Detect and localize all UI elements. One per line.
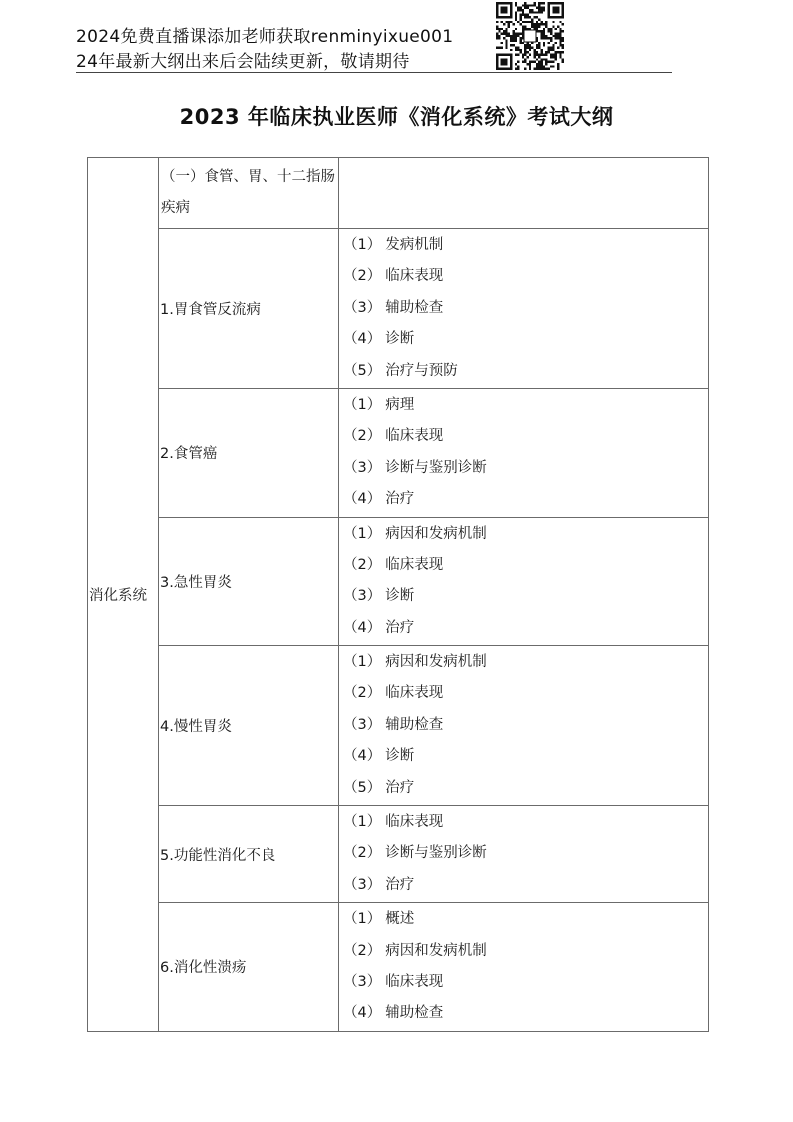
topic-items-cell [339,806,709,903]
topic-items-cell [339,646,709,806]
topic-label: 4.慢性胃炎 [160,719,232,736]
qr-code-icon [496,2,564,70]
item-number: （1） [343,237,382,253]
list-item [339,807,708,838]
item-text: 辅助检查 [385,299,444,316]
topic-row [88,903,709,1032]
list-item [339,550,708,581]
list-item [339,936,708,967]
item-number: （5） [343,779,382,796]
list-item [339,838,708,869]
item-number: （2） [343,428,382,445]
item-text: 临床表现 [385,428,444,445]
list-item [339,293,708,324]
topic-items-cell [339,388,709,517]
item-text: 病因和发病机制 [385,654,487,671]
topic-cell [159,388,339,517]
system-cell [88,158,159,1032]
list-item [339,453,708,484]
item-text: 治疗 [385,491,415,508]
item-text: 临床表现 [385,814,444,831]
item-number: （3） [343,973,382,990]
list-item [339,998,708,1029]
topic-item-list [339,229,708,388]
topic-label: 6.消化性溃疡 [160,960,247,977]
item-number: （5） [343,362,382,379]
topic-cell [159,517,339,646]
item-number: （1） [343,396,382,413]
syllabus-table [87,157,709,1032]
list-item [339,773,708,804]
item-text: 诊断与鉴别诊断 [385,845,487,862]
item-number: （2） [343,685,382,702]
topic-items-cell [339,903,709,1032]
list-item [339,581,708,612]
item-number: （1） [343,525,382,542]
promo-line-2: 24年最新大纲出来后会陆续更新，敬请期待 [76,52,410,72]
item-text: 临床表现 [385,973,444,990]
item-number: （1） [343,911,382,928]
list-item [339,741,708,772]
topic-cell [159,806,339,903]
item-text: 病因和发病机制 [385,942,487,959]
document-title: 2023 年临床执业医师《消化系统》考试大纲 [179,105,614,129]
item-number: （2） [343,845,382,862]
promo-line-1: 2024免费直播课添加老师获取renminyixue001 [76,27,454,47]
item-text: 诊断 [385,331,415,348]
topic-row [88,806,709,903]
list-item [339,967,708,998]
item-text: 辅助检查 [385,1005,444,1022]
topic-cell [159,229,339,389]
category-detail-cell [339,158,709,229]
topic-cell [159,646,339,806]
item-number: （4） [343,1005,382,1022]
topic-item-list [339,646,708,805]
item-number: （3） [343,459,382,476]
item-text: 临床表现 [385,685,444,702]
item-number: （3） [343,876,382,893]
list-item [339,390,708,421]
category-label: （一）食管、胃、十二指肠疾病 [161,169,335,216]
list-item [339,678,708,709]
item-text: 诊断 [385,748,415,765]
list-item [339,356,708,387]
item-text: 诊断 [385,588,415,605]
item-number: （4） [343,748,382,765]
topic-label: 2.食管癌 [160,446,218,463]
topic-label: 1.胃食管反流病 [160,301,261,318]
item-number: （1） [343,654,382,671]
topic-label: 5.功能性消化不良 [160,847,276,864]
topic-row [88,646,709,806]
list-item [339,710,708,741]
item-text: 临床表现 [385,556,444,573]
item-number: （2） [343,942,382,959]
item-number: （4） [343,619,382,636]
topic-row [88,229,709,389]
item-text: 治疗 [385,779,415,796]
item-text: 病理 [385,396,415,413]
topic-items-cell [339,517,709,646]
topic-label: 3.急性胃炎 [160,574,232,591]
item-number: （3） [343,299,382,316]
list-item [339,613,708,644]
item-number: （3） [343,716,382,733]
list-item [339,870,708,901]
list-item [339,230,708,261]
topic-item-list [339,903,708,1031]
topic-row [88,388,709,517]
item-text: 治疗 [385,876,415,893]
item-number: （3） [343,588,382,605]
item-number: （4） [343,331,382,348]
category-row [88,158,709,229]
item-text: 发病机制 [385,237,444,253]
item-number: （4） [343,491,382,508]
topic-cell [159,903,339,1032]
item-text: 病因和发病机制 [385,525,487,542]
item-text: 诊断与鉴别诊断 [385,459,487,476]
list-item [339,519,708,550]
item-text: 辅助检查 [385,716,444,733]
list-item [339,324,708,355]
topic-item-list [339,806,708,902]
item-number: （2） [343,268,382,285]
system-label: 消化系统 [89,587,147,604]
item-text: 治疗 [385,619,415,636]
item-number: （2） [343,556,382,573]
header-divider [76,72,672,73]
list-item [339,484,708,515]
list-item [339,261,708,292]
list-item [339,904,708,935]
topic-items-cell [339,229,709,389]
item-text: 概述 [385,911,415,928]
item-text: 治疗与预防 [385,362,458,379]
topic-item-list [339,518,708,646]
topic-row [88,517,709,646]
item-text: 临床表现 [385,268,444,285]
item-number: （1） [343,814,382,831]
category-cell [159,158,339,229]
list-item [339,421,708,452]
topic-item-list [339,389,708,517]
list-item [339,647,708,678]
